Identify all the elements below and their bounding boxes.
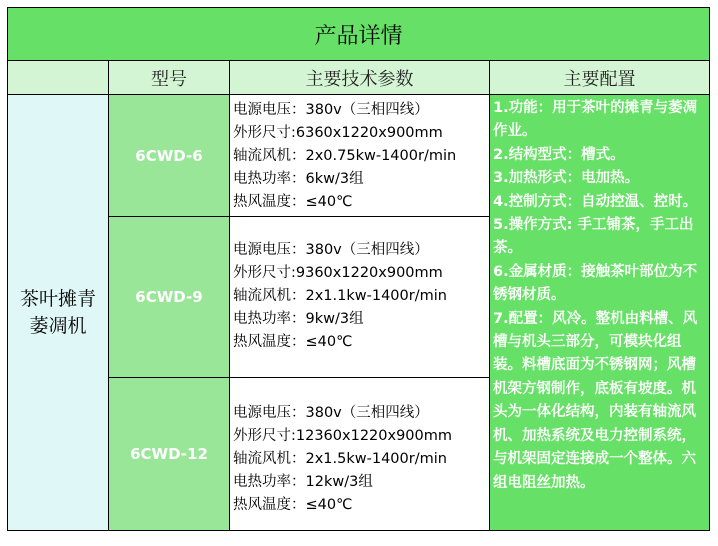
param-line: 电热功率：12kw/3组	[233, 474, 373, 490]
param-line: 轴流风机：2x0.75kw-1400r/min	[233, 148, 457, 164]
header-params: 主要技术参数	[229, 60, 490, 95]
config-item: 2.结构型式：槽式。	[493, 146, 625, 163]
param-line: 电热功率：6kw/3组	[233, 171, 364, 187]
config-cell	[489, 94, 710, 531]
param-line: 外形尺寸:6360x1220x900mm	[233, 125, 443, 141]
param-line: 外形尺寸:9360x1220x900mm	[233, 265, 443, 281]
config-item: 3.加热形式：电加热。	[493, 170, 640, 187]
param-line: 电源电压：380v（三相四线）	[233, 242, 429, 258]
params-cell	[229, 377, 490, 531]
param-line: 热风温度：≤40℃	[233, 334, 353, 350]
header-model: 型号	[108, 60, 230, 95]
param-line: 轴流风机：2x1.1kw-1400r/min	[233, 288, 447, 304]
config-item: 1.功能：用于茶叶的摊青与萎凋作业。	[493, 100, 698, 140]
product-name: 茶叶摊青萎凋机	[7, 94, 109, 531]
param-line: 外形尺寸:12360x1220x900mm	[233, 428, 453, 444]
product-table	[7, 7, 710, 531]
param-line: 热风温度：≤40℃	[233, 194, 353, 210]
param-line: 电源电压：380v（三相四线）	[233, 102, 429, 118]
param-line: 轴流风机：2x1.5kw-1400r/min	[233, 451, 447, 467]
config-item: 7.配置：风冷。整机由料槽、风槽与机头三部分，可模块化组装。料槽底面为不锈钢网；风槽机架方钢制作，底板有坡度。机头为一体化结构，内装有轴流风机、加热系统及电力控制系统，与机架固定连接成一个整体。六组电阻丝加热。	[493, 310, 698, 491]
model-cell: 6CWD-6	[108, 94, 230, 217]
header-blank	[7, 60, 109, 95]
param-line: 电源电压：380v（三相四线）	[233, 405, 429, 421]
params-cell	[229, 94, 490, 217]
config-item: 5.操作方式: 手工铺茶，手工出茶。	[493, 217, 694, 257]
param-line: 热风温度：≤40℃	[233, 497, 353, 513]
config-item: 4.控制方式：自动控温、控时。	[493, 193, 698, 210]
config-item: 6.金属材质：接触茶叶部位为不锈钢材质。	[493, 263, 698, 304]
table-title: 产品详情	[7, 7, 710, 61]
model-cell: 6CWD-9	[108, 216, 230, 378]
header-config: 主要配置	[489, 60, 710, 95]
params-cell	[229, 216, 490, 378]
model-cell: 6CWD-12	[108, 377, 230, 531]
param-line: 电热功率：9kw/3组	[233, 311, 364, 327]
